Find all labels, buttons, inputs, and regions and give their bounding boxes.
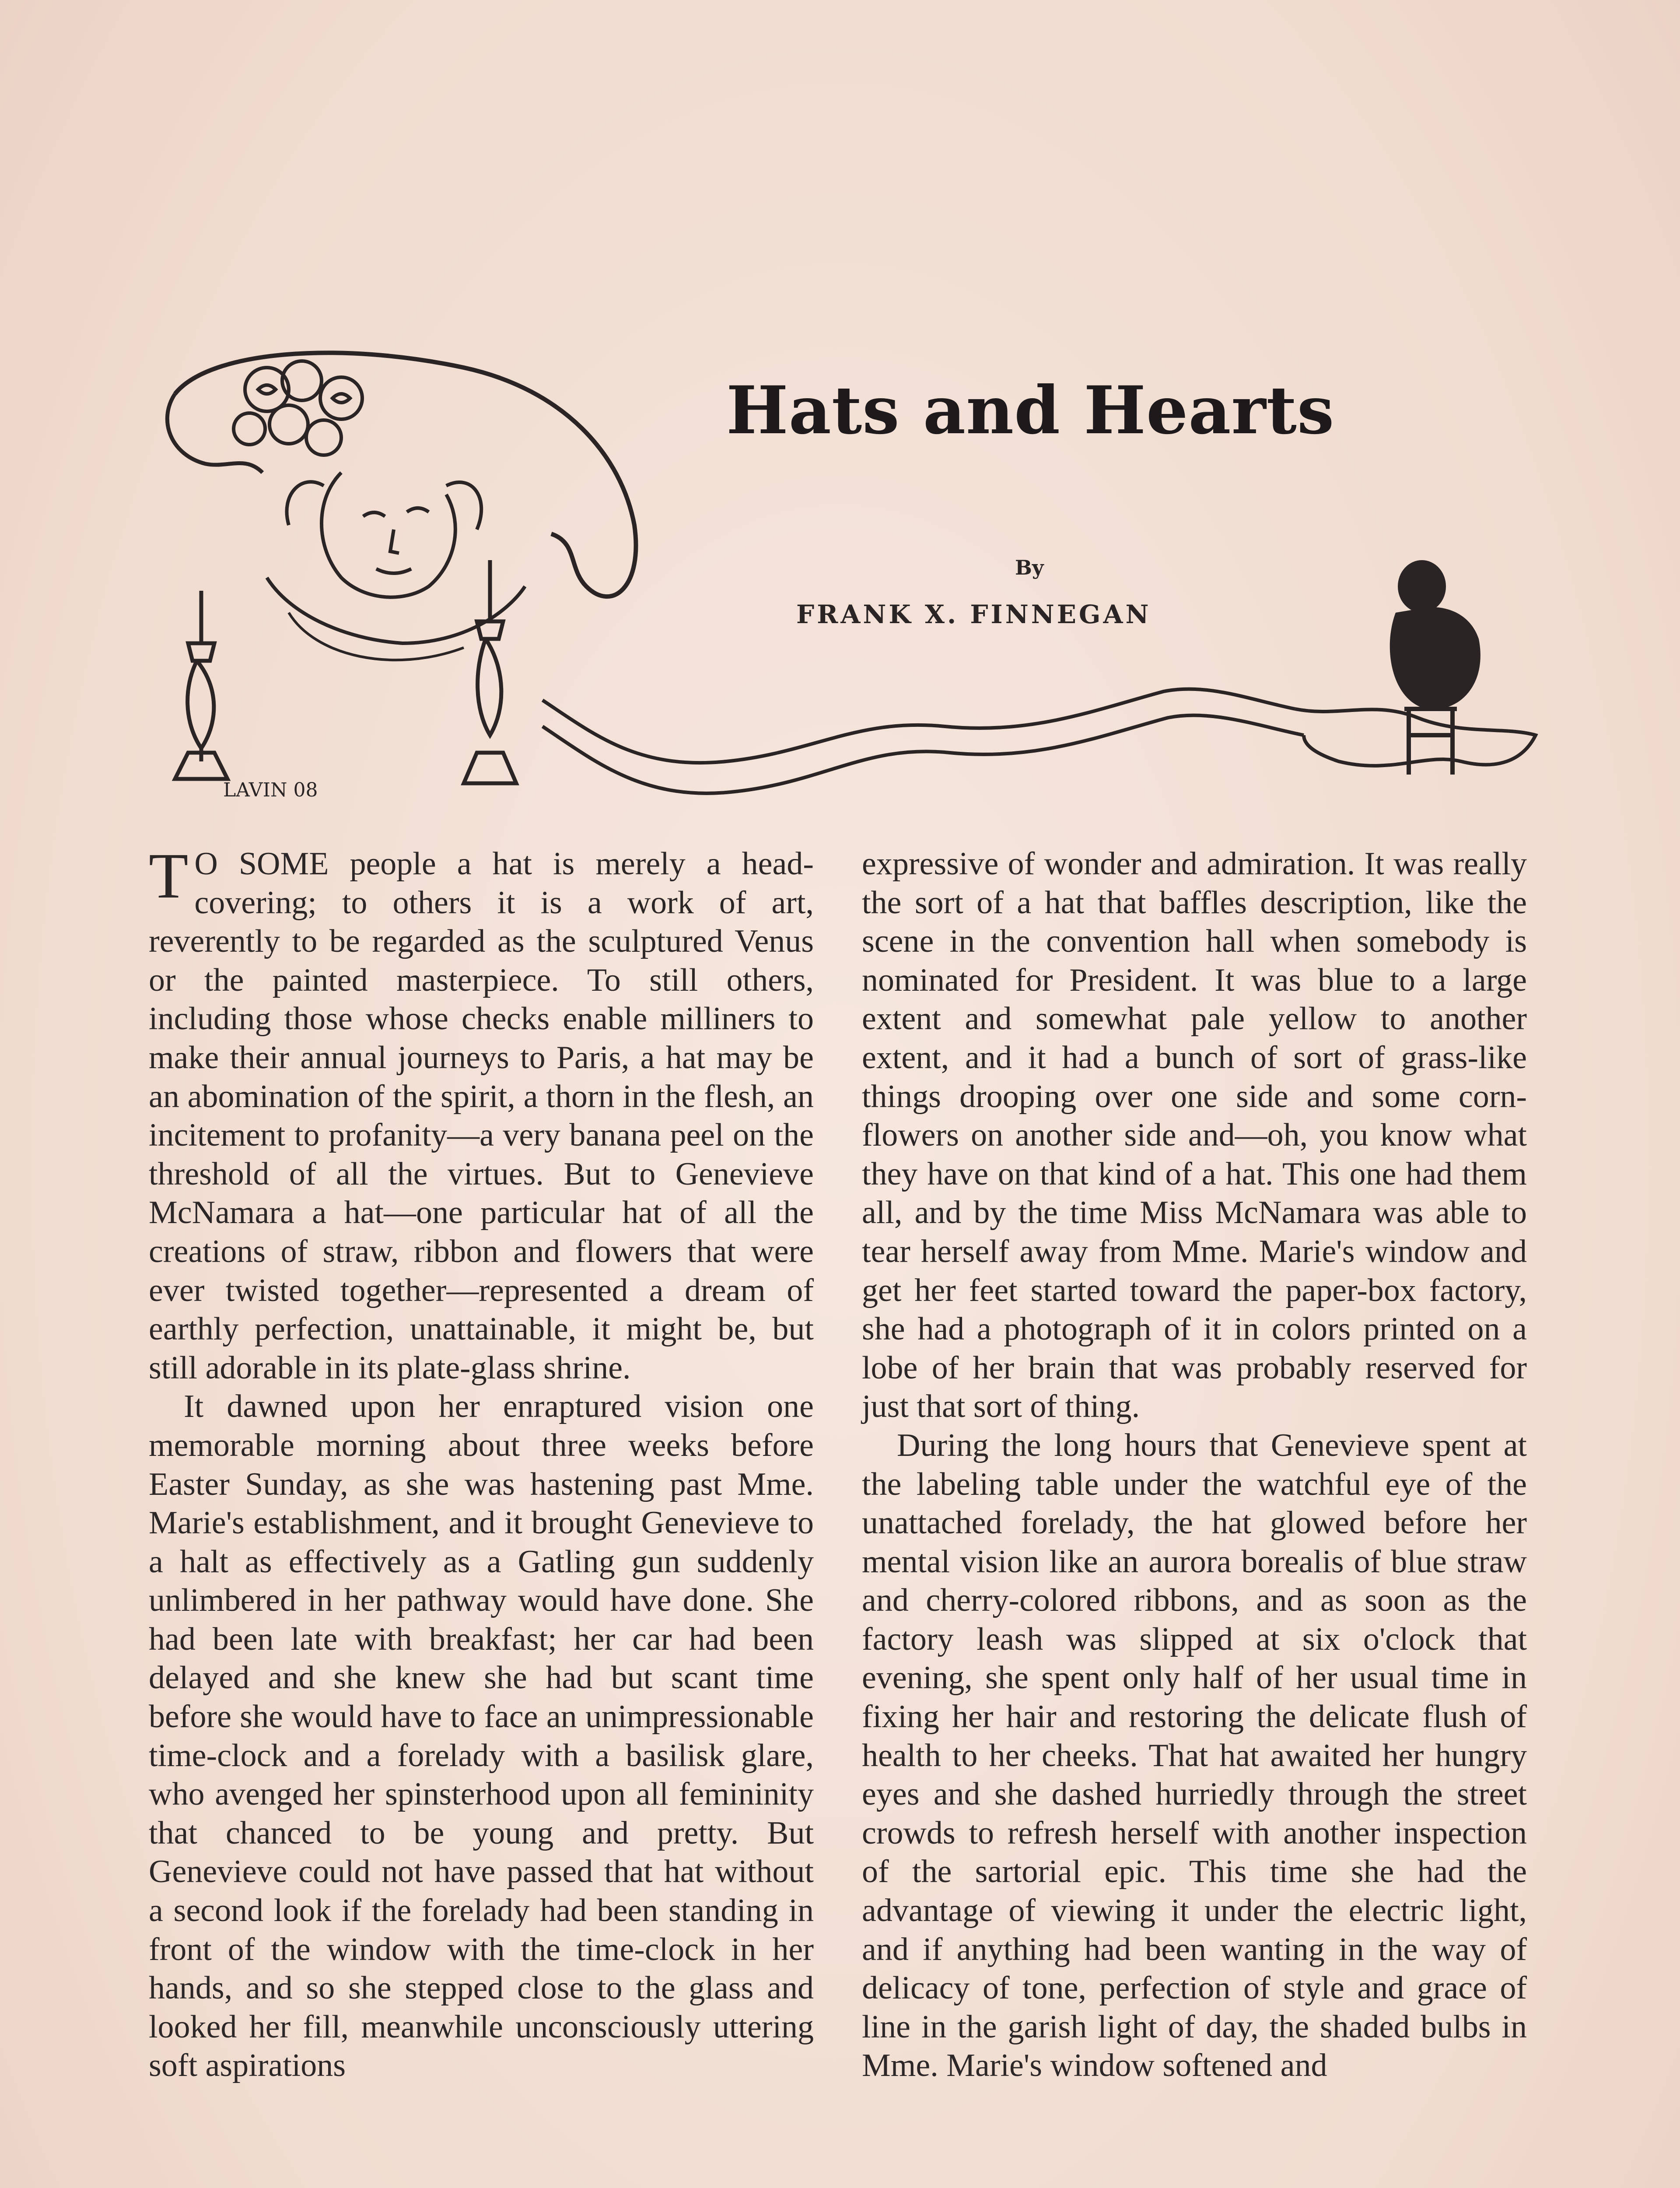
paragraph bbox=[149, 840, 814, 1387]
byline-by: By bbox=[1015, 556, 1044, 579]
drop-cap: T bbox=[149, 840, 189, 912]
byline-author: FRANK X. FINNEGAN bbox=[796, 600, 1152, 629]
paragraph-text: O SOME people a hat is merely a head-covering; to others it is a work of art, reverently to be regarded as the sculptured Venus or the painted masterpiece. To still others, including those whose checks enable milliners to make their annual journeys to Paris, a hat may be an abomination of the spirit, a thorn in the flesh, an incitement to profanity—a very banana peel on the threshold of all the virtues. But to Genevieve McNamara a hat—one particular hat of all the creations of straw, ribbon and flowers that were ever twisted together—represented a dream of earthly perfection, unattainable, it might be, but still adorable in its plate-glass shrine. bbox=[149, 846, 814, 1386]
hat-flowers-icon bbox=[234, 361, 362, 455]
seated-figure-icon bbox=[1390, 560, 1480, 775]
article-title: Hats and Hearts bbox=[726, 372, 1335, 449]
left-column bbox=[149, 840, 814, 2085]
candlestick-right-icon bbox=[464, 560, 516, 783]
ribbon-banner-icon bbox=[542, 689, 1536, 793]
paragraph: expressive of wonder and admiration. It was really the sort of a hat that baffles description, like the scene in the convention hall when somebody is nominated for President. It was blue to a large extent and somewhat pale yellow to another extent, and it had a bunch of sort of grass-like things drooping over one side and some corn-flowers on another side and—oh, you know what they have on that kind of a hat. This one had them all, and by the time Miss McNamara was able to tear herself away from Mme. Marie's window and get her feet started toward the paper-box factory, she had a photograph of it in colors printed on a lobe of her brain that was probably reserved for just that sort of thing. bbox=[862, 846, 1527, 1425]
candlestick-left-icon bbox=[175, 591, 228, 779]
paragraph: During the long hours that Genevieve spent at the labeling table under the watchful eye of the unattached forelady, the hat glowed before her mental vision like an aurora borealis of blue straw and cherry-colored ribbons, and as soon as the factory leash was slipped at six o'clock that evening, she spent only half of her usual time in fixing her hair and restoring the delicate flush of health to her cheeks. That hat awaited her hungry eyes and she dashed hurriedly through the street crowds to refresh herself with another inspection of the sartorial epic. This time she had the advantage of viewing it under the electric light, and if anything had been wanting in the way of delicacy of tone, perfection of style and grace of line in the garish light of day, the shaded bulbs in Mme. Marie's window softened and bbox=[862, 1427, 1527, 2084]
paragraph: It dawned upon her enraptured vision one memorable morning about three weeks before Easter Sunday, as she was hastening past Mme. Marie's establishment, and it brought Genevieve to a halt as effectively as a Gatling gun suddenly unlimbered in her pathway would have done. She had been late with breakfast; her car had been delayed and she knew she had but scant time before she would have to face an unimpressionable time-clock and a forelady with a basilisk glare, who avenged her spinsterhood upon all femininity that chanced to be young and pretty. But Genevieve could not have passed that hat without a second look if the forelady had been standing in front of the window with the time-clock in her hands, and so she stepped close to the glass and looked her fill, meanwhile unconsciously uttering soft aspirations bbox=[149, 1389, 814, 2084]
illustration-signature: LAVIN 08 bbox=[223, 779, 318, 801]
right-column bbox=[862, 845, 1527, 2085]
woman-face-icon bbox=[287, 473, 481, 597]
